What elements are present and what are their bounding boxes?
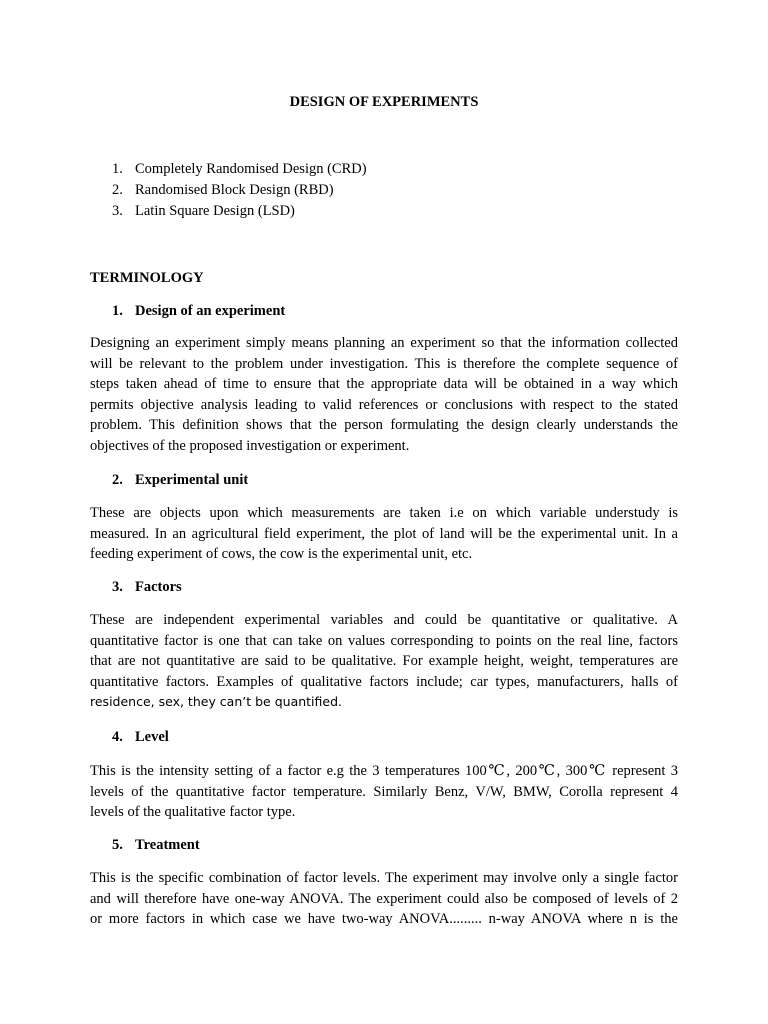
section-heading-factors: [112, 577, 182, 597]
paragraph-line: This is the intensity setting of a factor e.g the 3 temperatures 100℃, 200℃, 300℃ represent 3: [90, 763, 678, 779]
paragraph-line: or more factors in which case we have two-way ANOVA......... n-way ANOVA where n is the: [90, 911, 678, 928]
design-types-list: [112, 159, 367, 222]
paragraph-experimental-unit: [90, 503, 678, 565]
paragraph-line: problem. This definition shows that the person formulating the design clearly understands the: [90, 417, 678, 434]
paragraph-line: levels of the qualitative factor type.: [90, 804, 296, 821]
list-item: [112, 180, 367, 201]
section-title: Experimental unit: [135, 472, 249, 488]
list-item-number: 3.: [112, 203, 123, 219]
paragraph-line: permits objective analysis leading to valid references or conclusions with respect to the stated: [90, 396, 678, 413]
list-item-number: 2.: [112, 182, 123, 198]
list-item-number: 1.: [112, 161, 123, 177]
paragraph-line: steps taken ahead of time to ensure that the appropriate data will be obtained in a way which: [90, 376, 678, 393]
section-heading-treatment: [112, 835, 200, 855]
terminology-heading: TERMINOLOGY: [90, 270, 204, 286]
paragraph-line: and will therefore have one-way ANOVA. The experiment could also be composed of levels of 2: [90, 890, 678, 907]
section-title: Treatment: [135, 837, 200, 853]
paragraph-line: will be relevant to the problem under investigation. This is therefore the complete sequence of: [90, 355, 678, 372]
paragraph-line: measured. In an agricultural field experiment, the plot of land will be the experimental unit. In a: [90, 525, 678, 542]
paragraph-line: quantitative factor is one that can take on values corresponding to points on the real line, factors: [90, 632, 678, 649]
list-item-label: Latin Square Design (LSD): [135, 203, 295, 219]
paragraph-line: objectives of the proposed investigation or experiment.: [90, 437, 410, 454]
paragraph-line: These are objects upon which measurements are taken i.e on which variable understudy is: [90, 505, 678, 521]
paragraph-line: that are not quantitative are said to be qualitative. For example height, weight, temperatures are: [90, 653, 678, 670]
paragraph-line: Designing an experiment simply means planning an experiment so that the information collected: [90, 335, 678, 351]
paragraph-line: levels of the quantitative factor temperature. Similarly Benz, V/W, BMW, Corolla represent 4: [90, 783, 678, 800]
paragraph-line: This is the specific combination of factor levels. The experiment may involve only a single factor: [90, 870, 678, 886]
list-item-label: Completely Randomised Design (CRD): [135, 161, 367, 177]
paragraph-line: quantitative factors. Examples of qualitative factors include; car types, manufacturers, halls of: [90, 673, 678, 690]
section-number: 4.: [112, 729, 123, 745]
section-title: Design of an experiment: [135, 303, 286, 319]
paragraph-level: [90, 761, 678, 823]
list-item: [112, 159, 367, 180]
document-title: DESIGN OF EXPERIMENTS: [289, 94, 479, 110]
section-number: 2.: [112, 472, 123, 488]
section-heading-experimental-unit: [112, 470, 248, 490]
list-item-label: Randomised Block Design (RBD): [135, 182, 334, 198]
section-heading-design-of-experiment: [112, 301, 285, 321]
paragraph-line: residence, sex, they can’t be quantified.: [90, 694, 342, 710]
section-title: Level: [135, 729, 169, 745]
section-number: 1.: [112, 303, 123, 319]
paragraph-line: These are independent experimental variables and could be quantitative or qualitative. A: [90, 612, 678, 628]
paragraph-factors: [90, 610, 678, 713]
section-heading-level: [112, 727, 169, 747]
section-number: 3.: [112, 579, 123, 595]
paragraph-line: feeding experiment of cows, the cow is the experimental unit, etc.: [90, 546, 473, 563]
paragraph-treatment: [90, 868, 678, 930]
section-title: Factors: [135, 579, 182, 595]
paragraph-design-of-experiment: [90, 333, 678, 457]
section-number: 5.: [112, 837, 123, 853]
list-item: [112, 201, 367, 222]
